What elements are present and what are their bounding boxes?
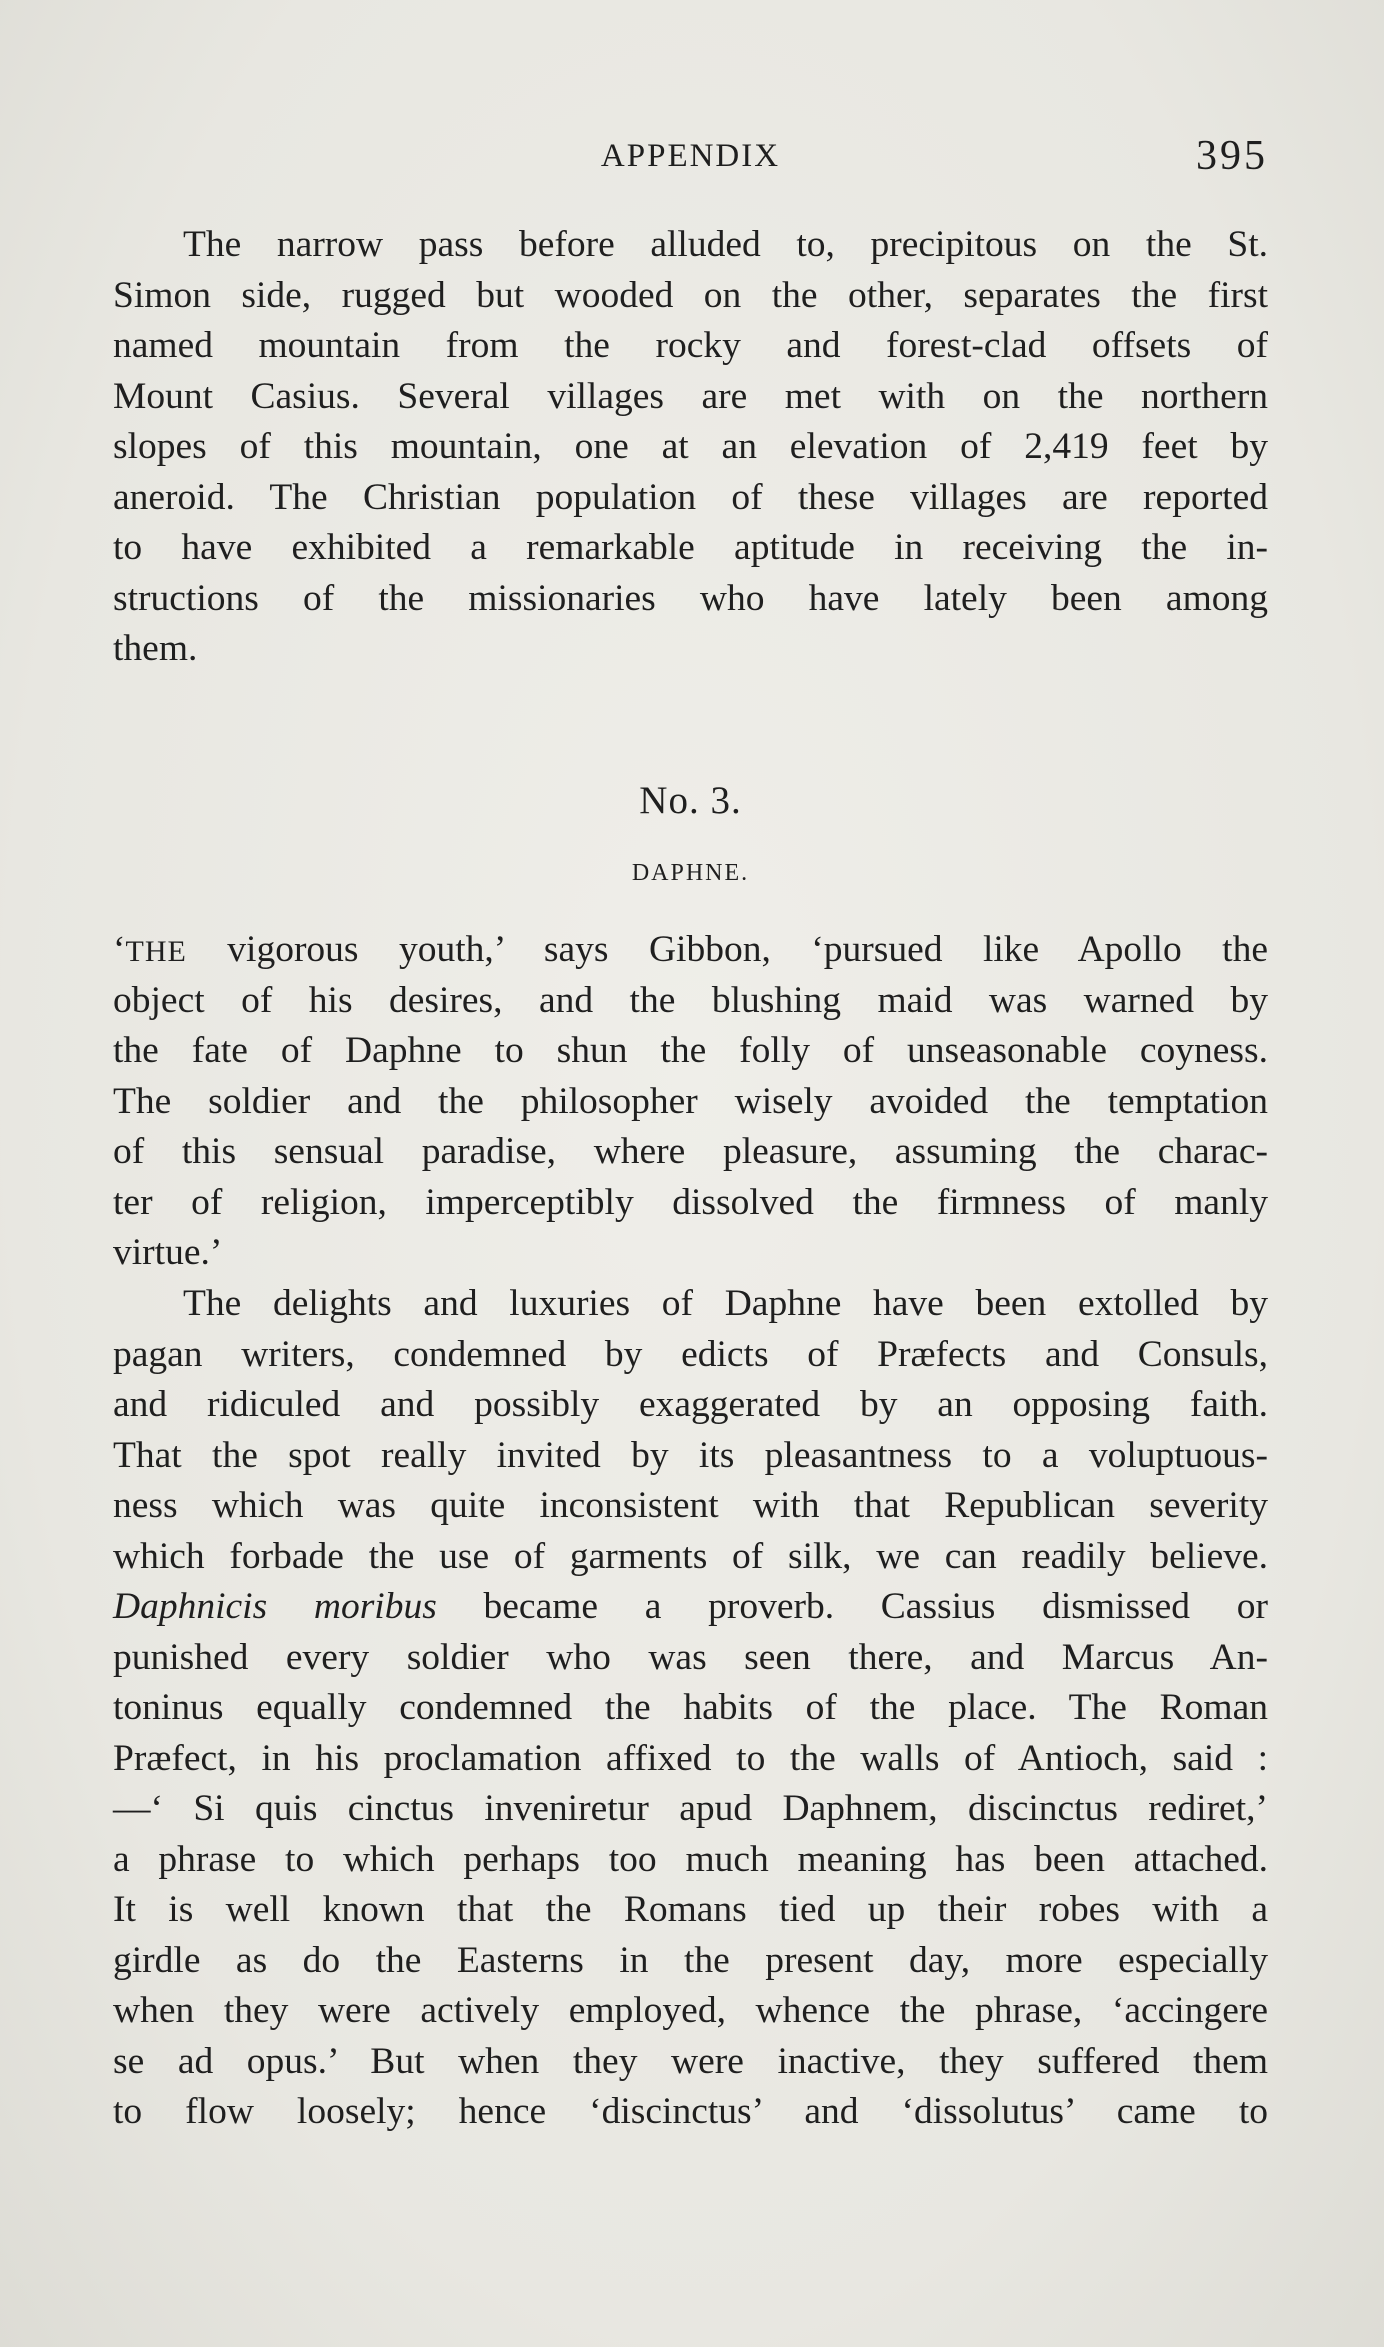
text-line-italic [113,1585,1268,1636]
text-line: Mount Casius. Several villages are met with on the northern [113,375,1268,417]
text-line: named mountain from the rocky and forest-clad offsets of [113,325,1268,366]
paragraph-gibbon-quote [113,928,1268,1282]
text-line: pagan writers, condemned by edicts of Præfects and Consuls, [113,1333,1268,1375]
section-number: No. 3. [639,779,742,822]
text-line: girdle as do the Easterns in the present day, more especially [113,1939,1268,1981]
text-line: which forbade the use of garments of silk, we can readily believe. [113,1535,1268,1577]
text-line-first [113,928,1268,979]
text-line: of this sensual paradise, where pleasure, assuming the charac- [113,1131,1268,1172]
text-line: toninus equally condemned the habits of the place. The Roman [113,1687,1268,1728]
page-number: 395 [1196,133,1268,179]
section-title: DAPHNE. [631,860,750,886]
text-line: slopes of this mountain, one at an elevation of 2,419 feet by [113,426,1268,467]
text-line: The narrow pass before alluded to, precipitous on the St. [183,224,1268,265]
text-line: ness which was quite inconsistent with that Republican severity [113,1485,1268,1526]
text-line: them. [113,628,198,669]
text-line: It is well known that the Romans tied up their robes with a [113,1889,1268,1930]
text-line: to flow loosely; hence ‘discinctus’ and ‘dissolutus’ came to [113,2091,1268,2132]
text-line: object of his desires, and the blushing maid was warned by [113,979,1268,1021]
text-line: se ad opus.’ But when they were inactive, they suffered them [113,2040,1268,2082]
text-line: punished every soldier who was seen there, and Marcus An- [113,1636,1268,1678]
first-line-rest: vigorous youth,’ says Gibbon, ‘pursued like Apollo the [186,929,1268,970]
text-line: when they were actively employed, whence the phrase, ‘accingere [113,1990,1268,2031]
italic-phrase: Daphnicis moribus [113,1586,437,1627]
text-line: —‘ Si quis cinctus inveniretur apud Daphnem, discinctus rediret,’ [113,1788,1268,1829]
text-line: Præfect, in his proclamation affixed to the walls of Antioch, said : [113,1737,1268,1779]
italic-line-rest: became a proverb. Cassius dismissed or [436,1586,1268,1627]
text-line: to have exhibited a remarkable aptitude in receiving the in- [113,527,1268,568]
opening-quote: ‘ [113,929,126,970]
text-line: virtue.’ [113,1232,223,1273]
text-line: structions of the missionaries who have lately been among [113,577,1268,619]
text-line: a phrase to which perhaps too much meaning has been attached. [113,1838,1268,1880]
paragraph-daphne-luxuries [113,1282,1268,2141]
page-header [113,132,1268,182]
text-line: The delights and luxuries of Daphne have been extolled by [183,1283,1268,1324]
text-line: That the spot really invited by its pleasantness to a voluptuous- [113,1434,1268,1476]
text-line: and ridiculed and possibly exaggerated by an opposing faith. [113,1384,1268,1425]
text-line: aneroid. The Christian population of these villages are reported [113,476,1268,518]
text-line: ter of religion, imperceptibly dissolved the firmness of manly [113,1181,1268,1223]
paragraph-mountain-villages [113,223,1268,678]
text-line: the fate of Daphne to shun the folly of unseasonable coyness. [113,1030,1268,1071]
running-head: APPENDIX [600,138,781,174]
text-line: Simon side, rugged but wooded on the other, separates the first [113,274,1268,316]
text-line: The soldier and the philosopher wisely avoided the temptation [113,1080,1268,1122]
smallcaps-word: THE [125,935,187,968]
